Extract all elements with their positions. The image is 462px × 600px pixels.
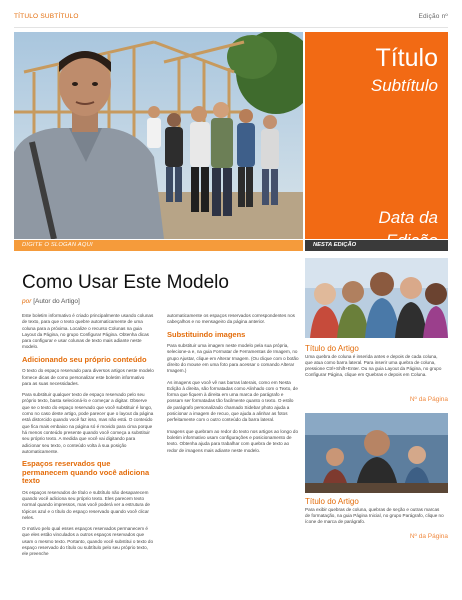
sidebar-photo-students bbox=[305, 258, 448, 338]
article-column-1 bbox=[22, 313, 154, 563]
byline-author[interactable]: [Autor do Artigo] bbox=[33, 298, 80, 305]
article-paragraph: Imagens que quebram ao redor do texto nos artigos ao longo do boletim informativo usam configurações e posicionamento de texto. Obtenha ajuda para trabalhar com quebra de texto ao redor de imagens mais adiante neste modelo. bbox=[167, 428, 299, 453]
article-column-2 bbox=[167, 313, 299, 459]
article-paragraph: Este boletim informativo é criado principalmente usando colunas de texto, para que o texto quebre automaticamente de uma coluna para a próxima. Localize o recurso Colunas na guia Layout da Página, no grupo Configurar Página. Obtenha dicas para configurar e usar colunas de texto mais adiante neste modelo. bbox=[22, 313, 154, 350]
slogan-text: DIGITE O SLOGAN AQUI bbox=[22, 242, 93, 248]
article-byline bbox=[22, 298, 80, 305]
newsletter-subtitle[interactable]: Subtítulo bbox=[370, 76, 438, 95]
edition-date-line1[interactable]: Data da bbox=[378, 208, 438, 227]
article-paragraph: O texto do espaço reservado para diversos artigos neste modelo fornece dicas de como personalizar este boletim informativo para as suas necessidades. bbox=[22, 368, 154, 386]
sidebar-article-text-2: Para exibir quebras de coluna, quebras de seção e outras marcas de formatação, na guia Página Inicial, no grupo Parágrafo, clique no ícone de marca de parágrafo. bbox=[305, 507, 444, 525]
sidebar-article-text-1: Uma quebra de coluna é inserida antes e depois de cada coluna, que atua como barra lateral. Para inserir uma quebra de coluna, pressione Ctrl+Shift+Enter. Ou na guia Layout da Página, no grupo Configurar Página, clique em Quebras e depois em Coluna. bbox=[305, 354, 442, 378]
newsletter-title[interactable]: Título bbox=[375, 44, 438, 72]
sidebar-page-number-1: Nº da Página bbox=[409, 396, 448, 403]
article-title[interactable]: Como Usar Este Modelo bbox=[22, 272, 229, 293]
article-paragraph: O motivo pelo qual esses espaços reservados permanecem é que eles estão vinculados a outros espaços reservados que usam o mesmo texto. Portanto, quando você substitui o texto do espaço reservado do título ou subtítulo pelo seu próprio texto, ele preenche bbox=[22, 526, 153, 557]
edition-number: Edição nº bbox=[418, 13, 448, 20]
in-this-edition-bar bbox=[305, 240, 448, 251]
title-panel bbox=[305, 32, 448, 239]
construction-crew-image bbox=[14, 32, 303, 239]
running-title: TÍTULO SUBTÍTULO bbox=[14, 13, 79, 20]
section-heading: Adicionando seu próprio conteúdo bbox=[22, 354, 147, 364]
article-paragraph: As imagens que você vê nas barras laterais, como em Nesta Edição à direita, são formatadas como Alinhado com o Texto, de forma que fiquem à direita em uma marca de parágrafo e possam ser formatadas tão facilmente quanto o texto. O estilo de parágrafo personalizado chamado Sidebar photo ajuda a posicionar a imagem de recuo, que ajuda a alinhar as fotos perfeitamente com o outro conteúdo da barra lateral. bbox=[167, 379, 298, 423]
sidebar-article-title-2[interactable]: Título do Artigo bbox=[305, 497, 359, 506]
sidebar-photo-classroom bbox=[305, 413, 448, 493]
slogan-bar[interactable] bbox=[14, 240, 303, 251]
header-divider bbox=[14, 27, 448, 28]
in-this-edition-label: NESTA EDIÇÃO bbox=[313, 242, 357, 248]
sidebar-page-number-2: Nº da Página bbox=[409, 533, 448, 540]
article-paragraph: Para substituir uma imagem neste modelo pela sua própria, selecione-a e, na guia Formatar de Ferramentas de Imagem, no grupo Ajustar, clique em Alterar Imagem. (Ou clique com o botão direito do mouse em uma foto para acessar o comando Alterar Imagem.) bbox=[167, 343, 299, 374]
classroom-image bbox=[305, 413, 448, 493]
article-paragraph: Para substituir qualquer texto de espaço reservado pelo seu próprio texto, basta selecioná-lo e começar a digitar. Observe que se o texto do espaço reservado que você substituir é longo, como no caso deste artigo, pode parecer que o layout da página está distorcido quando você faz isso, mas não está. O conteúdo que fica mais embaixo na página só é movido para cima porque há menos conteúdo presente quando você começa a substituir seu próprio texto. A medida que você vai digitando para adicionar seu texto, o conteúdo volta à sua posição automaticamente. bbox=[22, 392, 154, 454]
section-heading: Espaços reservados que permanecem quando você adiciona texto bbox=[22, 459, 150, 486]
sidebar-article-title-1[interactable]: Título do Artigo bbox=[305, 344, 359, 353]
running-header bbox=[14, 13, 448, 27]
article-paragraph: Os espaços reservados de título e subtítulo não desaparecem quando você adiciona seu próprio texto. Eles parecem texto normal quando impressos, mas você poderá ver a estrutura de tópicos azul e o título do espaço reservado quando você clicar neles. bbox=[22, 489, 150, 520]
byline-prefix: por bbox=[22, 298, 32, 305]
hero-photo bbox=[14, 32, 303, 239]
students-group-image bbox=[305, 258, 448, 338]
article-paragraph: automaticamente os espaços reservados correspondentes nos cabeçalhos e no mensageiro da página anterior. bbox=[167, 313, 295, 325]
section-heading: Substituindo imagens bbox=[167, 329, 246, 339]
